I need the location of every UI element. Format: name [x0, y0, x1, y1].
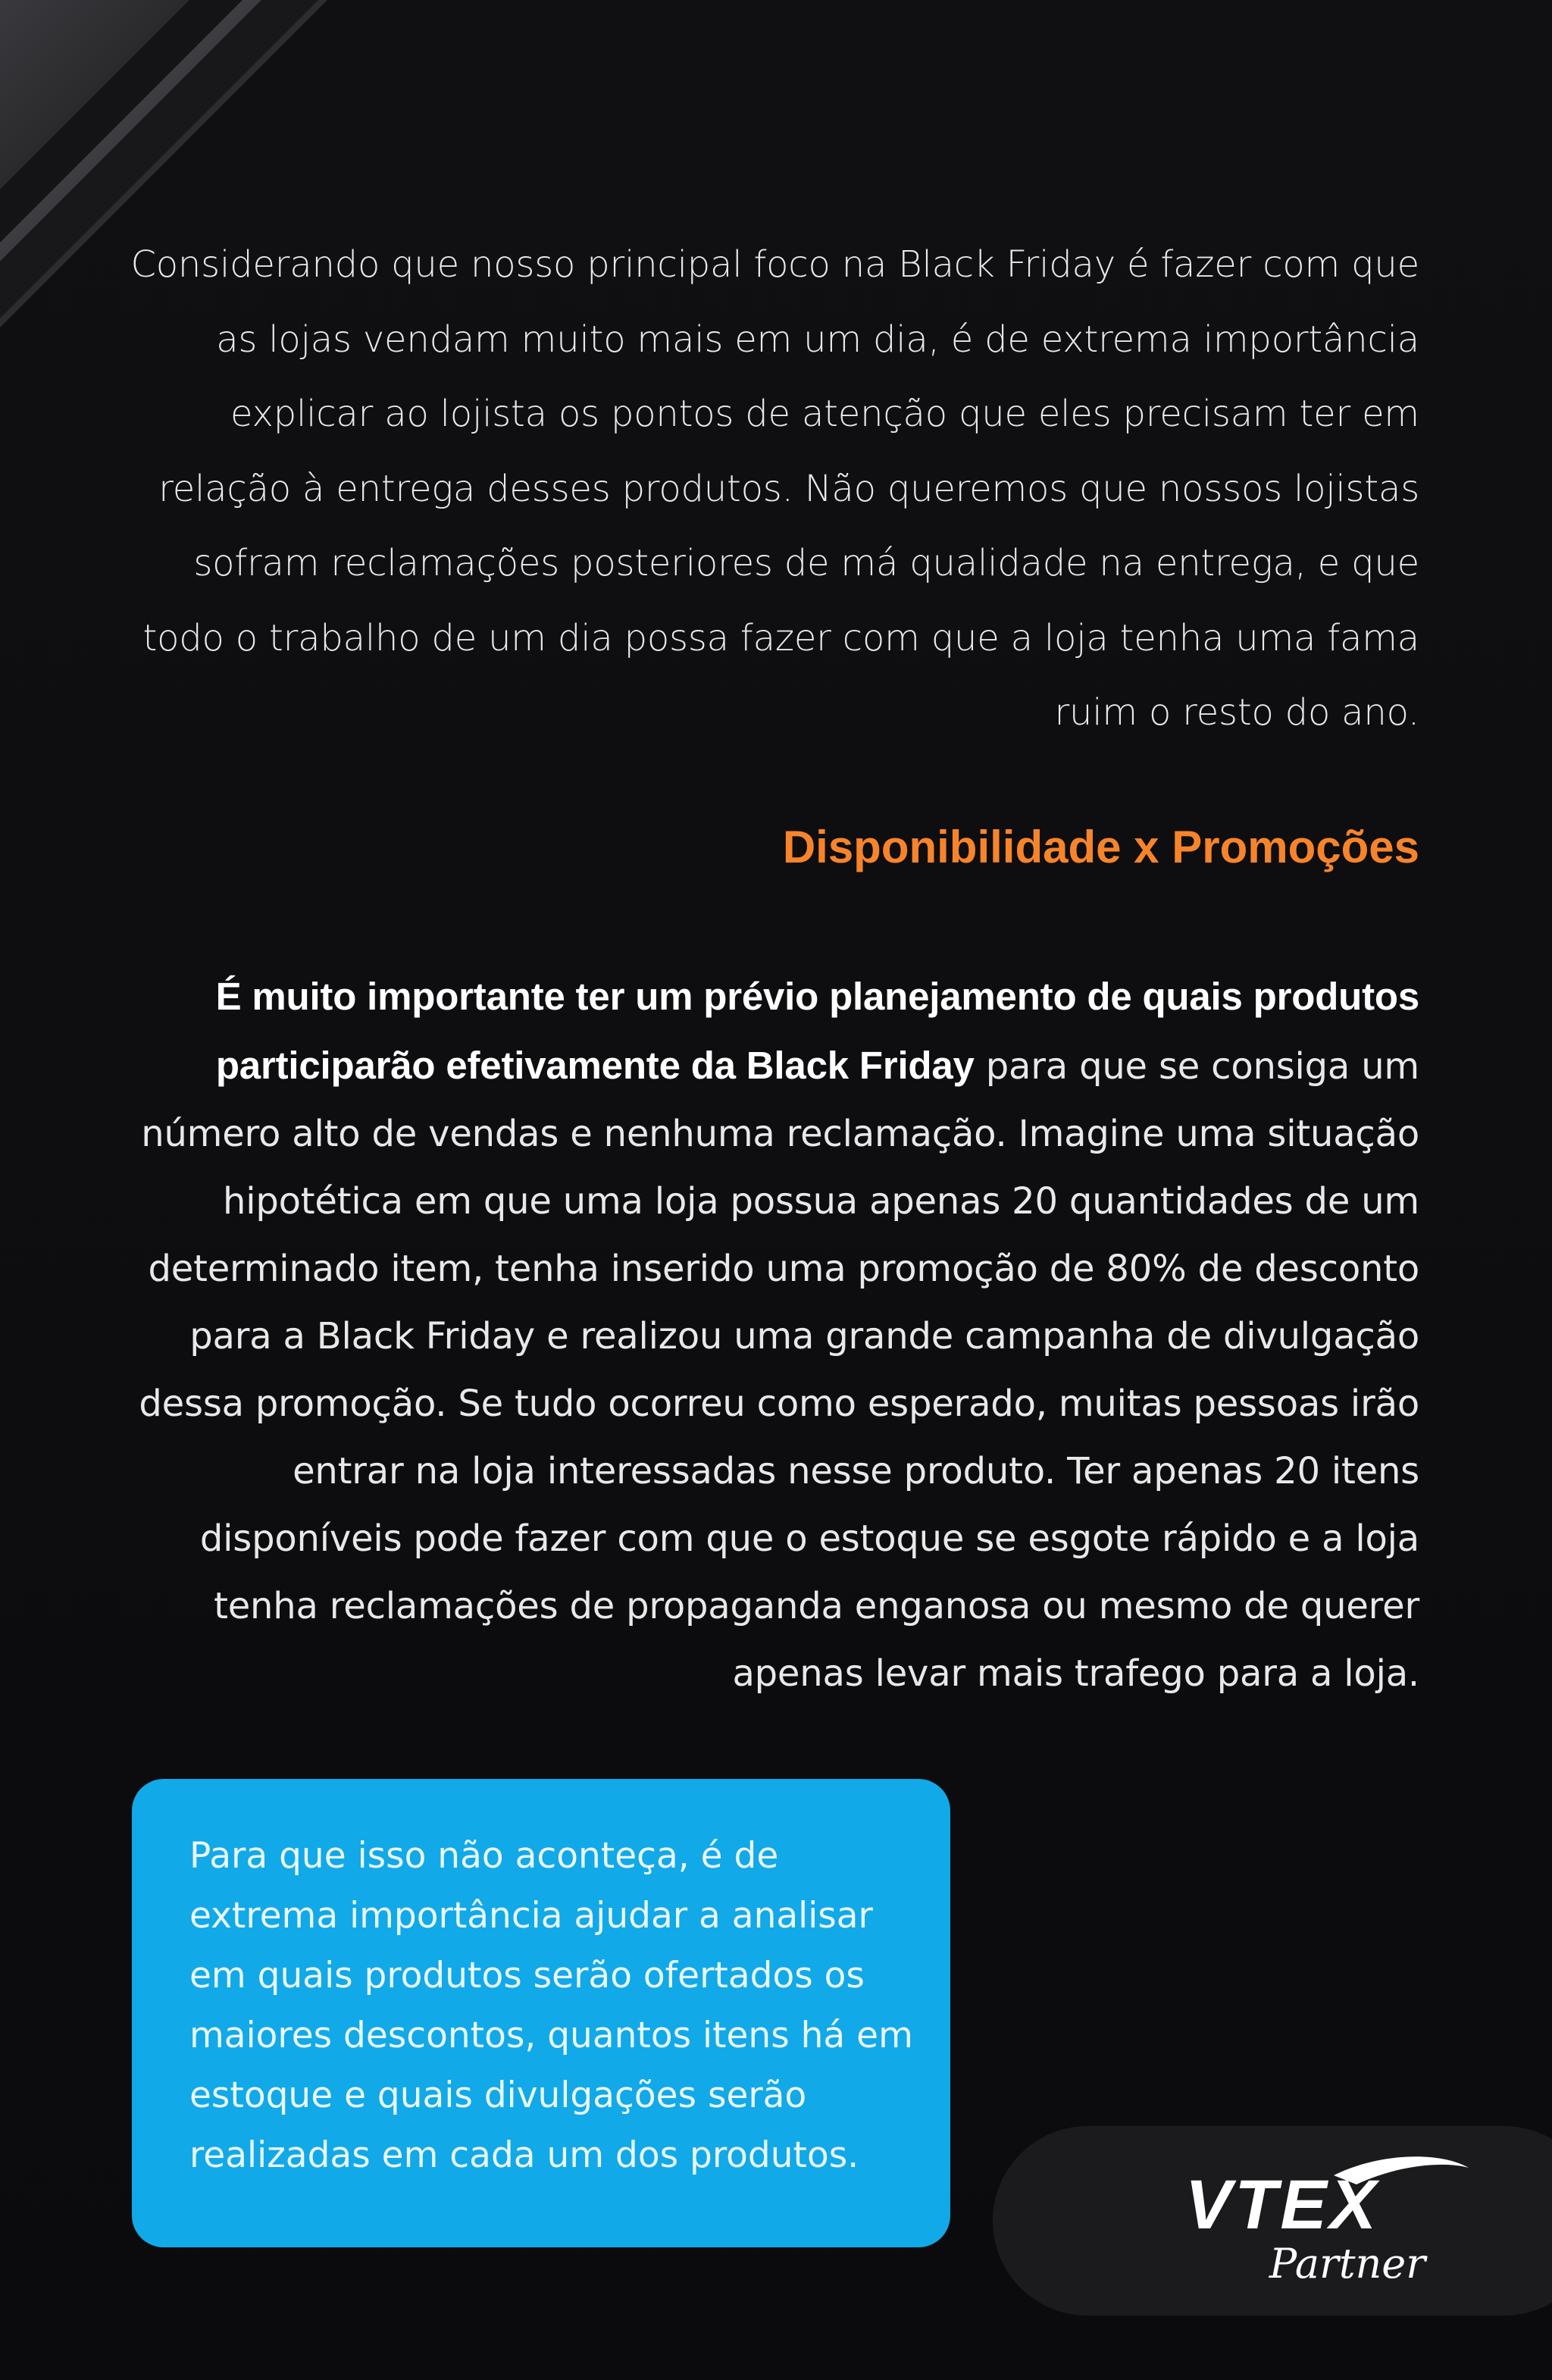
bold-lead-text: É muito importante ter um prévio planejamento de quais produtos participarão efetivamente da Black Friday	[215, 975, 1419, 1087]
intro-paragraph: Considerando que nosso principal foco na Black Friday é fazer com que as lojas vendam muito mais em um dia, é de extrema importância explicar ao lojista os pontos de atenção que eles precisam ter em relação à entrega desses produtos. Não queremos que nossos lojistas sofram reclamações posteriores de má qualidade na entrega, e que todo o trabalho de um dia possa fazer com que a loja tenha uma fama ruim o resto do ano.	[130, 243, 1419, 734]
logo-tagline-text: Partner	[1269, 2240, 1426, 2288]
callout-text: Para que isso não aconteça, é de extrema importância ajudar a analisar em quais produtos serão ofertados os maiores descontos, quantos itens há em estoque e quais divulgações serão realizadas em cada um dos produtos.	[189, 1835, 913, 2176]
section-title: Disponibilidade x Promoções	[782, 822, 1419, 872]
callout-box	[132, 1779, 950, 2247]
logo-brand-text: VTEX	[1184, 2166, 1380, 2244]
availability-paragraph	[116, 963, 1419, 1708]
body-text: para que se consiga um número alto de vendas e nenhuma reclamação. Imagine uma situação hipotética em que uma loja possua apenas 20 quantidades de um determinado item, tenha inserido uma promoção de 80% de desconto para a Black Friday e realizou uma grande campanha de divulgação dessa promoção. Se tudo ocorreu como esperado, muitas pessoas irão entrar na loja interessadas nesse produto. Ter apenas 20 itens disponíveis pode fazer com que o estoque se esgote rápido e a loja tenha reclamações de propaganda enganosa ou mesmo de querer apenas levar mais trafego para a loja.	[139, 1045, 1419, 1695]
vtex-partner-logo	[1106, 2145, 1470, 2300]
